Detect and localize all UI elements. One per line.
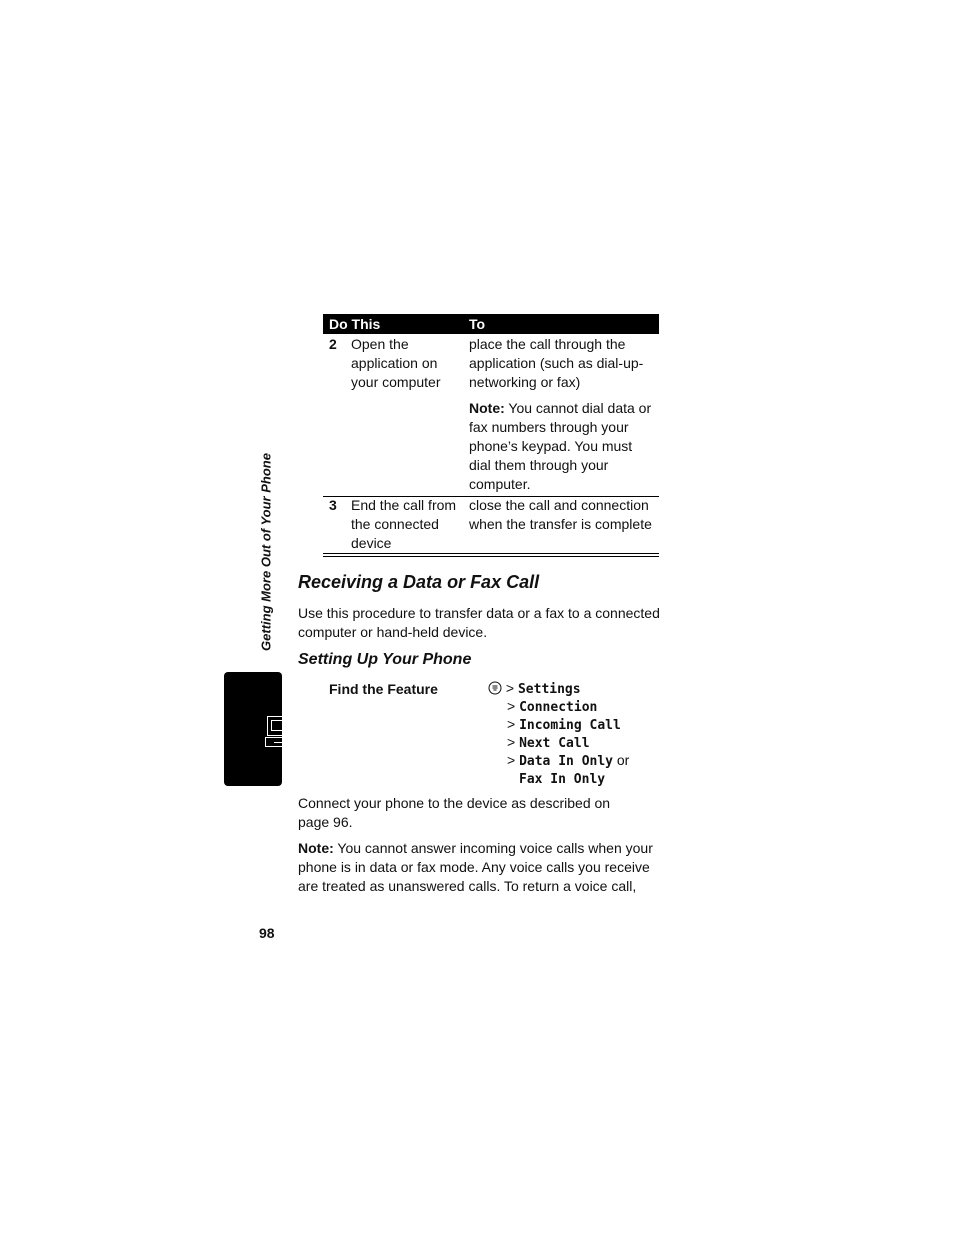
step-action: Open the application on your computer [351,336,441,390]
header-do-this: Do This [329,316,381,332]
step-action: End the call from the connected device [351,497,457,551]
feature-path-step: > Data In Only or [507,752,630,769]
menu-key-icon [488,681,502,695]
find-feature-label: Find the Feature [329,681,438,697]
note-paragraph [298,839,660,896]
step-result: close the call and connection when the transfer is complete [469,497,652,532]
connect-paragraph: Connect your phone to the device as described on page 96. [298,795,611,830]
table-bottom-rule [323,556,659,557]
menu-item: Fax In Only [519,772,606,787]
menu-item: Settings [517,682,581,697]
section-intro: Use this procedure to transfer data or a fax to a connected computer or hand-held device. [298,605,660,640]
note-text: You cannot dial data or fax numbers through your phone’s keypad. You must dial them through your computer. [469,400,652,492]
note-label: Note: [469,400,505,416]
section-side-title: Getting More Out of Your Phone [258,453,274,651]
section-tab [224,672,282,786]
menu-item: Data In Only [519,754,613,769]
step-note [469,399,655,494]
data-call-icon [224,672,282,786]
section-title: Receiving a Data or Fax Call [298,572,540,592]
menu-item: Connection [519,700,598,715]
feature-path-step: > Incoming Call [507,716,621,733]
table-header [323,314,659,334]
feature-path-step: > Settings [488,680,629,698]
note-label: Note: [298,840,334,856]
step-result: place the call through the application (such as dial-up-networking or fax) [469,336,644,390]
header-to: To [469,316,486,332]
feature-path-step: > Connection [507,698,598,715]
menu-item: Incoming Call [519,718,621,733]
table-bottom-rule [323,553,659,554]
page-number: 98 [259,925,275,941]
step-number: 3 [329,497,337,513]
feature-path [488,680,629,788]
subsection-title: Setting Up Your Phone [298,651,472,668]
step-number: 2 [329,336,337,352]
note-text: You cannot answer incoming voice calls when your phone is in data or fax mode. Any voice calls you receive are treated as unanswered calls. To return a voice call, [298,840,653,894]
feature-path-step: > Next Call [507,734,590,751]
feature-path-step [488,770,629,788]
or-text: or [616,752,630,768]
menu-item: Next Call [519,736,590,751]
